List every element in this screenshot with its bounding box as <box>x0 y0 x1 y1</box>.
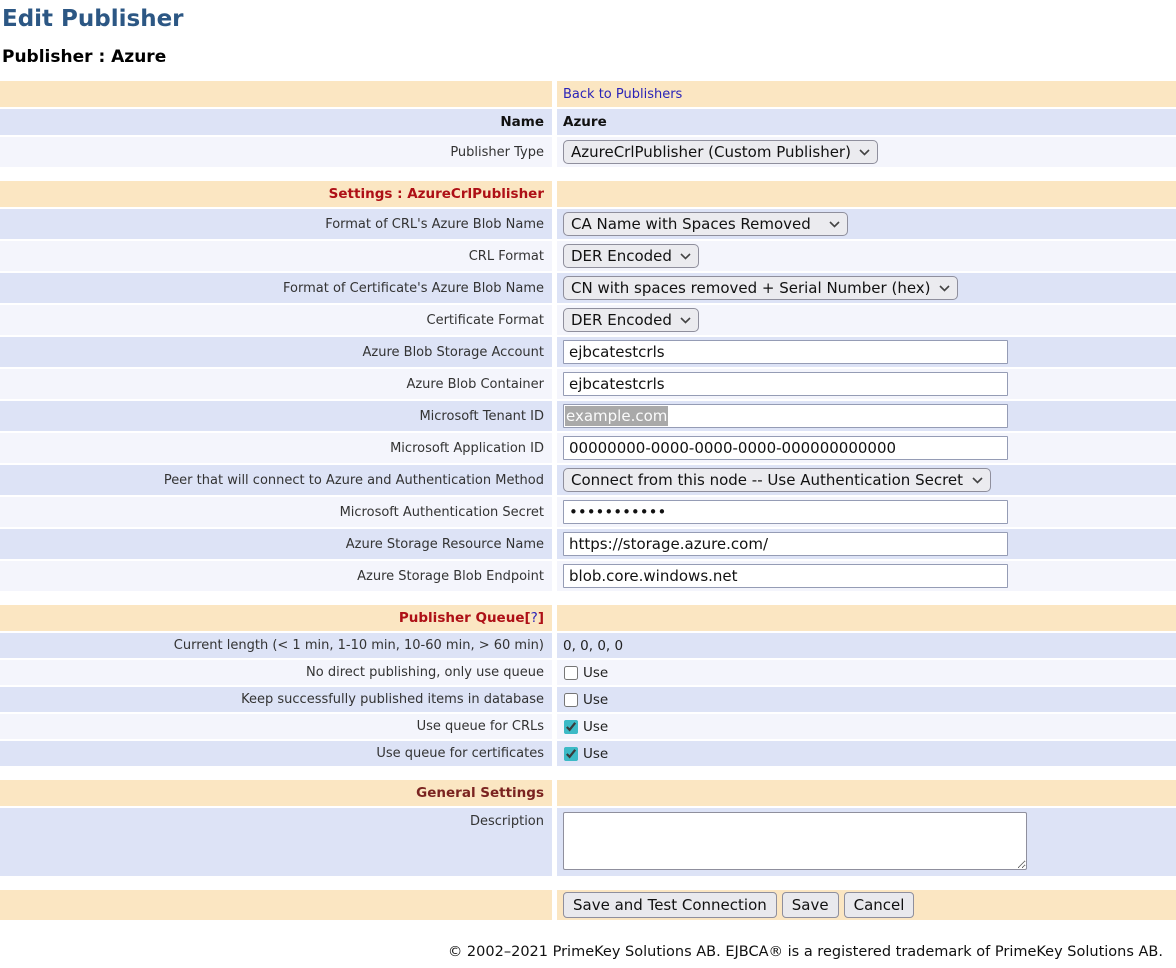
peer-auth-select[interactable] <box>563 468 991 492</box>
storage-account-input[interactable] <box>563 340 1008 364</box>
save-button[interactable]: Save <box>782 892 839 918</box>
tenant-id-label: Microsoft Tenant ID <box>419 408 544 424</box>
queue-certs-checkbox[interactable] <box>564 747 578 761</box>
application-id-label-cell <box>0 433 552 463</box>
peer-auth-select-wrap <box>563 468 991 492</box>
publisher-header-table <box>0 81 1176 167</box>
general-section-title: General Settings <box>416 785 544 802</box>
queue-crls-label: Use queue for CRLs <box>416 719 544 735</box>
blob-container-label-cell <box>0 369 552 399</box>
publisher-name-value: Azure <box>563 114 607 131</box>
tenant-id-label-cell <box>0 401 552 431</box>
peer-auth-value-cell <box>557 465 1176 495</box>
queue-certs-label-cell <box>0 741 552 766</box>
actions-cell <box>557 890 1176 920</box>
application-id-value-cell <box>557 433 1176 463</box>
name-label: Name <box>500 114 544 131</box>
settings-header-spacer <box>557 181 1176 207</box>
blob-endpoint-input[interactable] <box>563 564 1008 588</box>
storage-account-value-cell <box>557 337 1176 367</box>
crl-blob-format-label: Format of CRL's Azure Blob Name <box>325 216 544 232</box>
application-id-label: Microsoft Application ID <box>390 440 544 456</box>
type-label-cell <box>0 137 552 167</box>
cert-format-label-cell <box>0 305 552 335</box>
description-value-cell <box>557 808 1176 876</box>
auth-secret-label: Microsoft Authentication Secret <box>339 504 544 520</box>
crl-blob-format-select-wrap <box>563 212 848 236</box>
cert-format-select[interactable] <box>563 308 699 332</box>
cert-blob-format-label: Format of Certificate's Azure Blob Name <box>283 280 544 296</box>
cert-blob-format-value-cell <box>557 273 1176 303</box>
crl-blob-format-value-cell <box>557 209 1176 239</box>
name-label-cell <box>0 109 552 135</box>
cert-blob-format-select[interactable] <box>563 276 958 300</box>
peer-auth-label-cell <box>0 465 552 495</box>
queue-length-value: 0, 0, 0, 0 <box>563 637 624 654</box>
resource-name-value-cell <box>557 529 1176 559</box>
queue-help-brackets: [?] <box>524 610 544 627</box>
back-to-publishers-link[interactable]: Back to Publishers <box>563 86 683 102</box>
settings-table <box>0 181 1176 591</box>
auth-secret-label-cell <box>0 497 552 527</box>
queue-help-link[interactable]: ? <box>530 610 538 627</box>
blob-container-value-cell <box>557 369 1176 399</box>
header-spacer-cell <box>0 81 552 107</box>
queue-certs-value-cell <box>557 741 1176 766</box>
back-link-cell <box>557 81 1176 107</box>
publisher-type-label: Publisher Type <box>450 144 544 160</box>
name-value-cell <box>557 109 1176 135</box>
queue-crls-label-cell <box>0 714 552 739</box>
queue-certs-use-label: Use <box>583 745 609 762</box>
description-label-cell <box>0 808 552 876</box>
crl-format-label: CRL Format <box>468 248 544 264</box>
crl-blob-format-label-cell <box>0 209 552 239</box>
crl-format-label-cell <box>0 241 552 271</box>
resource-name-label-cell <box>0 529 552 559</box>
publisher-type-select[interactable] <box>563 140 878 164</box>
queue-crls-checkbox[interactable] <box>564 720 578 734</box>
storage-account-label-cell <box>0 337 552 367</box>
cert-format-select-wrap <box>563 308 699 332</box>
footer-copyright: © 2002–2021 PrimeKey Solutions AB. EJBCA® is a registered trademark of PrimeKey Solutions AB. <box>447 944 1163 961</box>
blob-container-label: Azure Blob Container <box>406 376 544 392</box>
keep-published-checkbox[interactable] <box>564 693 578 707</box>
blob-container-input[interactable] <box>563 372 1008 396</box>
no-direct-publish-value-cell <box>557 660 1176 685</box>
page-title: Edit Publisher <box>2 6 184 32</box>
resource-name-label: Azure Storage Resource Name <box>345 536 544 552</box>
queue-certs-label: Use queue for certificates <box>376 746 544 762</box>
general-header-cell <box>0 780 552 806</box>
tenant-id-input[interactable] <box>563 404 1008 428</box>
queue-length-label-cell <box>0 633 552 658</box>
resource-name-input[interactable] <box>563 532 1008 556</box>
no-direct-publish-use-label: Use <box>583 664 609 681</box>
blob-endpoint-label-cell <box>0 561 552 591</box>
no-direct-publish-label: No direct publishing, only use queue <box>306 665 544 681</box>
cert-blob-format-label-cell <box>0 273 552 303</box>
crl-blob-format-select[interactable] <box>563 212 848 236</box>
actions-spacer-cell <box>0 890 552 920</box>
queue-crls-value-cell <box>557 714 1176 739</box>
publisher-queue-table <box>0 605 1176 766</box>
auth-secret-value-cell <box>557 497 1176 527</box>
keep-published-label-cell <box>0 687 552 712</box>
cert-blob-format-select-wrap <box>563 276 958 300</box>
queue-section-title: Publisher Queue <box>398 610 525 627</box>
general-header-spacer <box>557 780 1176 806</box>
crl-format-select-wrap <box>563 244 699 268</box>
crl-format-value-cell <box>557 241 1176 271</box>
publisher-subtitle: Publisher : Azure <box>2 46 167 67</box>
settings-section-title: Settings : AzureCrlPublisher <box>328 186 544 203</box>
settings-header-cell <box>0 181 552 207</box>
queue-header-spacer <box>557 605 1176 631</box>
tenant-id-value-cell <box>557 401 1176 431</box>
description-label: Description <box>469 814 544 830</box>
auth-secret-input[interactable] <box>563 500 1008 524</box>
description-textarea[interactable] <box>563 812 1027 870</box>
no-direct-publish-checkbox[interactable] <box>564 666 578 680</box>
cancel-button[interactable]: Cancel <box>844 892 915 918</box>
blob-endpoint-label: Azure Storage Blob Endpoint <box>357 568 544 584</box>
publisher-type-select-wrap <box>563 140 878 164</box>
queue-length-label: Current length (< 1 min, 1-10 min, 10-60 min, > 60 min) <box>173 638 544 654</box>
cert-format-label: Certificate Format <box>426 312 544 328</box>
no-direct-publish-label-cell <box>0 660 552 685</box>
storage-account-label: Azure Blob Storage Account <box>362 344 544 360</box>
crl-format-select[interactable] <box>563 244 699 268</box>
peer-auth-label: Peer that will connect to Azure and Authentication Method <box>163 472 544 488</box>
tenant-id-selected-text: example.com <box>566 407 668 426</box>
cert-format-value-cell <box>557 305 1176 335</box>
actions-table <box>0 890 1176 920</box>
keep-published-value-cell <box>557 687 1176 712</box>
keep-published-label: Keep successfully published items in database <box>241 692 544 708</box>
save-and-test-button[interactable]: Save and Test Connection <box>563 892 777 918</box>
general-settings-table <box>0 780 1176 876</box>
queue-length-value-cell <box>557 633 1176 658</box>
queue-header-cell <box>0 605 552 631</box>
keep-published-use-label: Use <box>583 691 609 708</box>
application-id-input[interactable] <box>563 436 1008 460</box>
blob-endpoint-value-cell <box>557 561 1176 591</box>
queue-crls-use-label: Use <box>583 718 609 735</box>
type-value-cell <box>557 137 1176 167</box>
